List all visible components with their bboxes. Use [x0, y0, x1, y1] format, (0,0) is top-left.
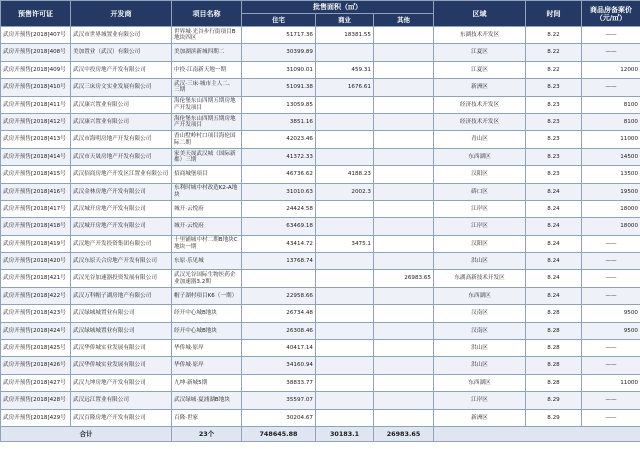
cell-project: 武汉绿城·夏浦湖B地块 — [172, 392, 242, 409]
cell-price: 9500 — [582, 305, 640, 322]
cell-project: 华侨城·原岸 — [172, 357, 242, 374]
cell-residential: 31090.01 — [242, 61, 316, 78]
cell-price: 11000 — [582, 131, 640, 148]
cell-residential: 46736.62 — [242, 166, 316, 183]
cell-other — [374, 287, 434, 304]
cell-commercial: 4188.23 — [316, 166, 374, 183]
cell-developer: 美加置业（武汉）有限公司 — [71, 44, 172, 61]
cell-district: 洪山区 — [434, 340, 526, 357]
total-count: 23个 — [172, 426, 242, 441]
cell-commercial: 1676.61 — [316, 79, 374, 96]
header-other: 其他 — [374, 14, 434, 27]
cell-permit: 武房开预售[2018]414号 — [1, 148, 71, 165]
total-blank — [434, 426, 640, 441]
cell-project: 世界城·光谷步行街项目B地块四区 — [172, 27, 242, 44]
cell-commercial — [316, 131, 374, 148]
cell-price: —— — [582, 270, 640, 287]
cell-other — [374, 113, 434, 130]
cell-residential: 35597.07 — [242, 392, 316, 409]
cell-other — [374, 148, 434, 165]
cell-project: 中投·江南新天地一期 — [172, 61, 242, 78]
cell-price: —— — [582, 357, 640, 374]
cell-other: 26983.65 — [374, 270, 434, 287]
cell-price: —— — [582, 235, 640, 252]
cell-developer: 武汉招商房地产开发区江置业有限公司 — [71, 166, 172, 183]
table-row — [1, 287, 640, 304]
cell-developer: 武汉三床房文实业发展有限公司 — [71, 79, 172, 96]
cell-other — [374, 374, 434, 391]
cell-project: 招商城堡项目 — [172, 166, 242, 183]
table-row — [1, 374, 640, 391]
cell-residential: 51091.38 — [242, 79, 316, 96]
total-other: 26983.65 — [374, 426, 434, 441]
cell-time: 8.23 — [526, 96, 582, 113]
cell-other — [374, 96, 434, 113]
cell-developer: 武汉市世界城置业有限公司 — [71, 27, 172, 44]
cell-developer: 武汉九坤房地产开发有限公司 — [71, 374, 172, 391]
cell-residential: 42023.46 — [242, 131, 316, 148]
cell-price: —— — [582, 340, 640, 357]
table-row — [1, 235, 640, 252]
total-row — [1, 426, 640, 441]
table-row — [1, 79, 640, 96]
cell-price: 14500 — [582, 148, 640, 165]
cell-commercial: 18381.55 — [316, 27, 374, 44]
cell-project: 十里铺城中村二期B地块C地块一期 — [172, 235, 242, 252]
table-row — [1, 218, 640, 235]
table-row — [1, 148, 640, 165]
cell-developer: 武汉金林房地产开发有限公司 — [71, 183, 172, 200]
cell-residential: 41372.33 — [242, 148, 316, 165]
cell-residential: 63469.18 — [242, 218, 316, 235]
cell-project: 海伦堡东山四期五期房地产开发项目 — [172, 113, 242, 130]
cell-developer: 武汉中投房地产开发有限公司 — [71, 61, 172, 78]
cell-time: 8.24 — [526, 218, 582, 235]
cell-district: 青山区 — [434, 131, 526, 148]
cell-residential: 43414.72 — [242, 235, 316, 252]
cell-permit: 武房开预售[2018]416号 — [1, 183, 71, 200]
cell-permit: 武房开预售[2018]426号 — [1, 357, 71, 374]
cell-commercial: 2002.3 — [316, 183, 374, 200]
cell-permit: 武房开预售[2018]424号 — [1, 322, 71, 339]
cell-commercial — [316, 218, 374, 235]
table-row — [1, 270, 640, 287]
cell-price: 13500 — [582, 166, 640, 183]
cell-permit: 武房开预售[2018]422号 — [1, 287, 71, 304]
cell-project: 香山墅岭村口项目海伦国际二期 — [172, 131, 242, 148]
cell-residential — [242, 270, 316, 287]
table-row — [1, 322, 640, 339]
cell-commercial — [316, 44, 374, 61]
cell-commercial — [316, 287, 374, 304]
cell-district: 东西湖区 — [434, 374, 526, 391]
cell-permit: 武房开预售[2018]425号 — [1, 340, 71, 357]
cell-permit: 武房开预售[2018]408号 — [1, 44, 71, 61]
header-residential: 住宅 — [242, 14, 316, 27]
cell-other — [374, 218, 434, 235]
cell-project: 百隆·世家 — [172, 409, 242, 426]
cell-permit: 武房开预售[2018]421号 — [1, 270, 71, 287]
cell-district: 汉阳区 — [434, 235, 526, 252]
cell-district: 江岸区 — [434, 200, 526, 217]
cell-other — [374, 409, 434, 426]
cell-other — [374, 200, 434, 217]
cell-district: 汉阳区 — [434, 166, 526, 183]
cell-time: 8.23 — [526, 166, 582, 183]
total-commercial: 30183.1 — [316, 426, 374, 441]
cell-other — [374, 79, 434, 96]
cell-developer: 武汉城开房地产开发有限公司 — [71, 200, 172, 217]
cell-district: 硚口区 — [434, 183, 526, 200]
cell-other — [374, 183, 434, 200]
cell-time: 8.22 — [526, 27, 582, 44]
cell-residential: 34160.94 — [242, 357, 316, 374]
cell-permit: 武房开预售[2018]417号 — [1, 200, 71, 217]
cell-other — [374, 44, 434, 61]
cell-commercial — [316, 200, 374, 217]
cell-district: 经济技术开发区 — [434, 113, 526, 130]
cell-commercial — [316, 322, 374, 339]
header-district: 区域 — [434, 1, 526, 27]
table-row — [1, 113, 640, 130]
table-body — [1, 27, 640, 442]
table-row — [1, 340, 640, 357]
cell-price: —— — [582, 392, 640, 409]
header-developer: 开发商 — [71, 1, 172, 27]
cell-project: 经开中心城B地块 — [172, 305, 242, 322]
cell-developer: 武汉万科帽子湖房地产有限公司 — [71, 287, 172, 304]
table-row — [1, 131, 640, 148]
cell-price: —— — [582, 44, 640, 61]
cell-residential: 13768.74 — [242, 253, 316, 270]
cell-permit: 武房开预售[2018]410号 — [1, 79, 71, 96]
cell-commercial — [316, 113, 374, 130]
cell-commercial — [316, 305, 374, 322]
cell-commercial — [316, 392, 374, 409]
cell-time: 8.23 — [526, 131, 582, 148]
cell-project: 武汉·三床·城市主人二、三期 — [172, 79, 242, 96]
cell-project: 东利时城中村改造K2-A地块 — [172, 183, 242, 200]
cell-residential: 51717.36 — [242, 27, 316, 44]
cell-other — [374, 392, 434, 409]
cell-time: 8.23 — [526, 148, 582, 165]
cell-other — [374, 166, 434, 183]
cell-district: 汉南区 — [434, 322, 526, 339]
cell-developer: 武汉东原天合房地产开发有限公司 — [71, 253, 172, 270]
cell-commercial — [316, 253, 374, 270]
cell-time: 8.23 — [526, 113, 582, 130]
header-price: 商品房备案价（元/㎡） — [582, 1, 640, 27]
header-row — [1, 1, 640, 14]
cell-time: 8.24 — [526, 253, 582, 270]
cell-developer: 武汉康兴置业有限公司 — [71, 96, 172, 113]
cell-developer: 武汉华侨城实业发展有限公司 — [71, 340, 172, 357]
cell-time: 8.28 — [526, 357, 582, 374]
cell-residential: 3851.16 — [242, 113, 316, 130]
cell-permit: 武房开预售[2018]420号 — [1, 253, 71, 270]
cell-price: 8100 — [582, 96, 640, 113]
cell-commercial: 3475.1 — [316, 235, 374, 252]
cell-time: 8.24 — [526, 270, 582, 287]
cell-developer: 武汉百隆房地产开发有限公司 — [71, 409, 172, 426]
cell-other — [374, 235, 434, 252]
cell-permit: 武房开预售[2018]411号 — [1, 96, 71, 113]
table-row — [1, 166, 640, 183]
cell-project: 城开·云悦府 — [172, 200, 242, 217]
cell-developer: 武汉地产开发投资集团有限公司 — [71, 235, 172, 252]
table-row — [1, 409, 640, 426]
cell-project: 经开中心城B地块 — [172, 322, 242, 339]
cell-time: 8.28 — [526, 340, 582, 357]
cell-permit: 武房开预售[2018]409号 — [1, 61, 71, 78]
cell-price: —— — [582, 287, 640, 304]
cell-time: 8.24 — [526, 183, 582, 200]
cell-district: 洪山区 — [434, 253, 526, 270]
cell-district: 汉南区 — [434, 305, 526, 322]
cell-commercial: 459.31 — [316, 61, 374, 78]
cell-developer: 武汉市海明房地产开发有限公司 — [71, 131, 172, 148]
table-row — [1, 392, 640, 409]
table-row — [1, 305, 640, 322]
cell-price: 18000 — [582, 200, 640, 217]
cell-price: 9500 — [582, 322, 640, 339]
cell-other — [374, 27, 434, 44]
cell-developer: 武汉绿城城置业有限公司 — [71, 305, 172, 322]
cell-price: 19500 — [582, 183, 640, 200]
table-row — [1, 200, 640, 217]
cell-permit: 武房开预售[2018]427号 — [1, 374, 71, 391]
cell-permit: 武房开预售[2018]429号 — [1, 409, 71, 426]
cell-district: 东湖高新技术开发区 — [434, 270, 526, 287]
cell-permit: 武房开预售[2018]428号 — [1, 392, 71, 409]
cell-price: —— — [582, 409, 640, 426]
header-time: 时间 — [526, 1, 582, 27]
cell-residential: 30204.67 — [242, 409, 316, 426]
cell-district: 新洲区 — [434, 79, 526, 96]
cell-residential: 13059.85 — [242, 96, 316, 113]
cell-residential: 26308.46 — [242, 322, 316, 339]
cell-other — [374, 357, 434, 374]
cell-developer: 武汉市天晟房地产开发有限公司 — [71, 148, 172, 165]
cell-district: 经济技术开发区 — [434, 96, 526, 113]
cell-other — [374, 340, 434, 357]
cell-residential: 31010.63 — [242, 183, 316, 200]
cell-price: —— — [582, 79, 640, 96]
cell-project: 城开·云悦府 — [172, 218, 242, 235]
cell-time: 8.24 — [526, 287, 582, 304]
cell-residential: 30399.89 — [242, 44, 316, 61]
cell-residential: 26734.48 — [242, 305, 316, 322]
cell-district: 东西湖区 — [434, 148, 526, 165]
cell-permit: 武房开预售[2018]413号 — [1, 131, 71, 148]
table-row — [1, 253, 640, 270]
cell-project: 武汉光谷国际生物医药企业加速器3.2期 — [172, 270, 242, 287]
cell-commercial — [316, 357, 374, 374]
cell-permit: 武房开预售[2018]419号 — [1, 235, 71, 252]
table-row — [1, 27, 640, 44]
cell-time: 8.23 — [526, 79, 582, 96]
cell-district: 东西湖区 — [434, 287, 526, 304]
cell-residential: 38833.77 — [242, 374, 316, 391]
cell-other — [374, 305, 434, 322]
table-row — [1, 96, 640, 113]
cell-developer: 武汉绿城城置业有限公司 — [71, 322, 172, 339]
cell-time: 8.22 — [526, 61, 582, 78]
cell-district: 江岸区 — [434, 218, 526, 235]
cell-commercial — [316, 270, 374, 287]
cell-district: 新洲区 — [434, 409, 526, 426]
cell-other — [374, 61, 434, 78]
cell-commercial — [316, 148, 374, 165]
cell-project: 帽子湖村项目K6（一期） — [172, 287, 242, 304]
cell-residential: 40417.14 — [242, 340, 316, 357]
cell-time: 8.29 — [526, 409, 582, 426]
cell-other — [374, 131, 434, 148]
cell-developer: 武汉城开房地产开发有限公司 — [71, 218, 172, 235]
cell-other — [374, 253, 434, 270]
cell-permit: 武房开预售[2018]418号 — [1, 218, 71, 235]
cell-project: 华侨城·原岸 — [172, 340, 242, 357]
cell-project: 家美天晟武汉城（国际新都）三期 — [172, 148, 242, 165]
table-row — [1, 44, 640, 61]
total-residential: 748645.88 — [242, 426, 316, 441]
cell-district: 江夏区 — [434, 44, 526, 61]
cell-district: 洪山区 — [434, 357, 526, 374]
table-row — [1, 357, 640, 374]
cell-commercial — [316, 96, 374, 113]
cell-developer: 武汉康兴置业有限公司 — [71, 113, 172, 130]
cell-time: 8.24 — [526, 235, 582, 252]
cell-developer: 武汉华侨城实业发展有限公司 — [71, 357, 172, 374]
cell-time: 8.28 — [526, 305, 582, 322]
cell-time: 8.28 — [526, 322, 582, 339]
cell-permit: 武房开预售[2018]407号 — [1, 27, 71, 44]
cell-commercial — [316, 409, 374, 426]
cell-price: —— — [582, 253, 640, 270]
cell-district: 江岸区 — [434, 392, 526, 409]
cell-price: 8100 — [582, 113, 640, 130]
cell-time: 8.22 — [526, 44, 582, 61]
cell-permit: 武房开预售[2018]423号 — [1, 305, 71, 322]
cell-commercial — [316, 374, 374, 391]
cell-time: 8.24 — [526, 200, 582, 217]
header-permit: 预售许可证 — [1, 1, 71, 27]
cell-price: 18000 — [582, 218, 640, 235]
cell-project: 九坤·新城5期 — [172, 374, 242, 391]
cell-commercial — [316, 340, 374, 357]
total-label: 合计 — [1, 426, 172, 441]
header-area: 批售面积（㎡） — [242, 1, 434, 14]
cell-developer: 武汉远江置业有限公司 — [71, 392, 172, 409]
cell-project: 东原·乐见城 — [172, 253, 242, 270]
cell-price: 12000 — [582, 61, 640, 78]
cell-residential: 22958.66 — [242, 287, 316, 304]
cell-permit: 武房开预售[2018]412号 — [1, 113, 71, 130]
cell-time: 8.28 — [526, 374, 582, 391]
cell-price: 11000 — [582, 374, 640, 391]
cell-district: 江夏区 — [434, 61, 526, 78]
cell-developer: 武汉光谷加速器投资发展有限公司 — [71, 270, 172, 287]
cell-residential: 24424.58 — [242, 200, 316, 217]
table-row — [1, 61, 640, 78]
cell-time: 8.29 — [526, 392, 582, 409]
cell-project: 美加湖滨新城四期二 — [172, 44, 242, 61]
header-commercial: 商业 — [316, 14, 374, 27]
cell-permit: 武房开预售[2018]415号 — [1, 166, 71, 183]
cell-other — [374, 322, 434, 339]
header-project: 项目名称 — [172, 1, 242, 27]
cell-district: 东湖技术开发区 — [434, 27, 526, 44]
table-row — [1, 183, 640, 200]
cell-project: 海伦堡东山四期五期房地产开发项目 — [172, 96, 242, 113]
cell-price: —— — [582, 27, 640, 44]
